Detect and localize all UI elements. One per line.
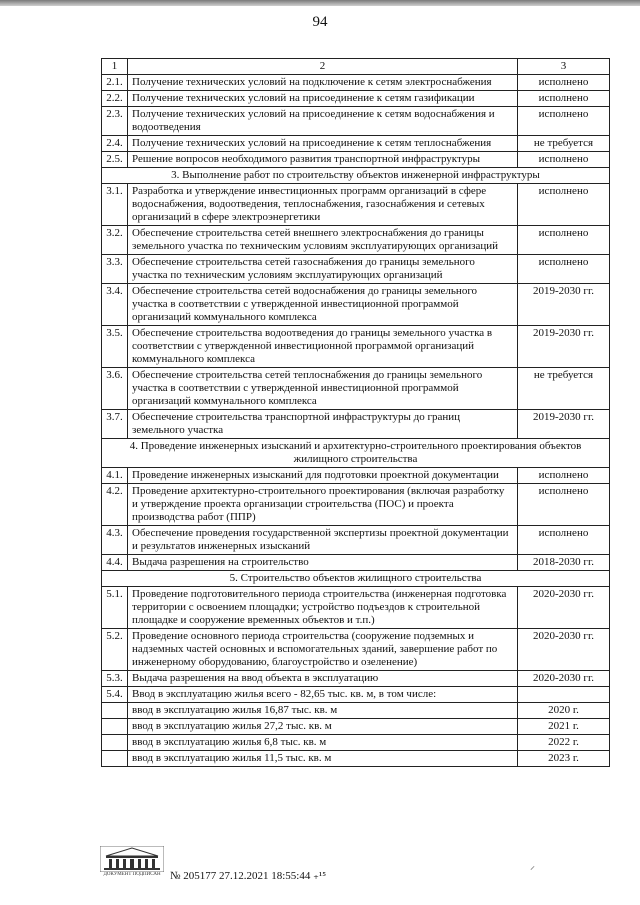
row-status: исполнено <box>518 107 610 136</box>
table-row <box>102 410 610 439</box>
row-status: 2020 г. <box>518 703 610 719</box>
row-description: Обеспечение строительства сетей внешнего электроснабжения до границы земельного участка по техническим условиям эксплуатирующих организаций <box>128 226 518 255</box>
page-number: 94 <box>312 14 328 30</box>
row-number: 3.6. <box>102 368 128 410</box>
table-row <box>102 136 610 152</box>
row-number: 4.4. <box>102 555 128 571</box>
table-row <box>102 587 610 629</box>
row-description: Получение технических условий на присоединение к сетям газификации <box>128 91 518 107</box>
row-status: исполнено <box>518 152 610 168</box>
table-row <box>102 468 610 484</box>
row-description: Обеспечение строительства транспортной инфраструктуры до границ земельного участка <box>128 410 518 439</box>
sub-item-row <box>102 703 610 719</box>
row-number: 3.1. <box>102 184 128 226</box>
row-description: ввод в эксплуатацию жилья 6,8 тыс. кв. м <box>128 735 518 751</box>
row-number: 5.4. <box>102 687 128 703</box>
row-description: Ввод в эксплуатацию жилья всего - 82,65 тыс. кв. м, в том числе: <box>128 687 518 703</box>
row-number: 3.4. <box>102 284 128 326</box>
section-title: 5. Строительство объектов жилищного строительства <box>102 571 610 587</box>
section-header-row <box>102 571 610 587</box>
row-description: Обеспечение строительства водоотведения до границы земельного участка в соответствии с утвержденной инвестиционной программой организаций коммунального комплекса <box>128 326 518 368</box>
margin-mark: ⸝ <box>530 861 535 872</box>
row-status: 2023 г. <box>518 751 610 767</box>
row-description: Проведение инженерных изысканий для подготовки проектной документации <box>128 468 518 484</box>
row-description: Обеспечение строительства сетей водоснабжения до границы земельного участка в соответствии с утвержденной инвестиционной программой организаций коммунального комплекса <box>128 284 518 326</box>
table-header-row <box>102 59 610 75</box>
table-row <box>102 629 610 671</box>
row-status: исполнено <box>518 468 610 484</box>
row-description: ввод в эксплуатацию жилья 11,5 тыс. кв. м <box>128 751 518 767</box>
row-number: 5.1. <box>102 587 128 629</box>
row-status: 2022 г. <box>518 735 610 751</box>
row-number: 5.3. <box>102 671 128 687</box>
header-col-status: 3 <box>518 59 610 75</box>
table-row <box>102 184 610 226</box>
row-description: Получение технических условий на присоединение к сетям водоснабжения и водоотведения <box>128 107 518 136</box>
table-row <box>102 91 610 107</box>
row-number: 3.7. <box>102 410 128 439</box>
header-col-description: 2 <box>128 59 518 75</box>
building-logo-icon <box>100 846 164 872</box>
row-description: Получение технических условий на подключение к сетям электроснабжения <box>128 75 518 91</box>
table-row <box>102 484 610 526</box>
scan-top-edge <box>0 0 640 6</box>
row-number: 4.3. <box>102 526 128 555</box>
row-status: 2021 г. <box>518 719 610 735</box>
row-status: 2019-2030 гг. <box>518 284 610 326</box>
section-title: 3. Выполнение работ по строительству объектов инженерной инфраструктуры <box>102 168 610 184</box>
row-number <box>102 703 128 719</box>
row-status: 2019-2030 гг. <box>518 410 610 439</box>
sub-item-row <box>102 751 610 767</box>
table-row <box>102 284 610 326</box>
row-status: исполнено <box>518 255 610 284</box>
row-description: ввод в эксплуатацию жилья 27,2 тыс. кв. м <box>128 719 518 735</box>
section-header-row <box>102 439 610 468</box>
schedule-table <box>101 58 610 767</box>
table-row <box>102 107 610 136</box>
sub-item-row <box>102 735 610 751</box>
schedule-table-body <box>102 59 610 767</box>
sub-item-row <box>102 719 610 735</box>
table-row <box>102 687 610 703</box>
row-status: 2020-2030 гг. <box>518 587 610 629</box>
row-description: Решение вопросов необходимого развития транспортной инфраструктуры <box>128 152 518 168</box>
row-number: 3.2. <box>102 226 128 255</box>
row-status: 2018-2030 гг. <box>518 555 610 571</box>
row-number: 2.3. <box>102 107 128 136</box>
section-title: 4. Проведение инженерных изысканий и архитектурно-строительного проектирования объектов жилищного строительства <box>102 439 610 468</box>
row-number <box>102 719 128 735</box>
row-status: 2020-2030 гг. <box>518 671 610 687</box>
row-status: исполнено <box>518 91 610 107</box>
table-row <box>102 75 610 91</box>
table-row <box>102 152 610 168</box>
row-status: исполнено <box>518 526 610 555</box>
row-description: Обеспечение строительства сетей теплоснабжения до границы земельного участка в соответствии с утвержденной инвестиционной программой организаций коммунального комплекса <box>128 368 518 410</box>
row-status: исполнено <box>518 75 610 91</box>
row-status: исполнено <box>518 226 610 255</box>
row-description: Проведение основного периода строительства (сооружение подземных и надземных частей основных и вспомогательных зданий, завершение работ по инженерному оборудованию, благоустройство и озеленение) <box>128 629 518 671</box>
table-row <box>102 226 610 255</box>
row-status: не требуется <box>518 136 610 152</box>
row-number: 4.1. <box>102 468 128 484</box>
row-description: Проведение архитектурно-строительного проектирования (включая разработку и утверждение проекта организации строительства (ПОС) и проекта производства работ (ППР) <box>128 484 518 526</box>
row-status: 2020-2030 гг. <box>518 629 610 671</box>
row-number: 3.5. <box>102 326 128 368</box>
row-number: 5.2. <box>102 629 128 671</box>
table-row <box>102 555 610 571</box>
row-description: Разработка и утверждение инвестиционных программ организаций в сфере водоснабжения, водоотведения, теплоснабжения, газоснабжения и сетевых организаций в сфере электроэнергетики <box>128 184 518 226</box>
table-row <box>102 255 610 284</box>
section-header-row <box>102 168 610 184</box>
document-footer <box>100 846 520 886</box>
row-status <box>518 687 610 703</box>
row-number <box>102 751 128 767</box>
row-number: 2.2. <box>102 91 128 107</box>
row-description: Обеспечение строительства сетей газоснабжения до границы земельного участка по техническим условиям эксплуатирующих организаций <box>128 255 518 284</box>
row-status: 2019-2030 гг. <box>518 326 610 368</box>
table-row <box>102 326 610 368</box>
row-description: Проведение подготовительного периода строительства (инженерная подготовка территории с освоением площадки; устройство подъездов к строительной площадке и сооружение временных объектов и т.п.) <box>128 587 518 629</box>
row-number <box>102 735 128 751</box>
row-number: 2.1. <box>102 75 128 91</box>
row-status: исполнено <box>518 484 610 526</box>
table-row <box>102 671 610 687</box>
row-number: 4.2. <box>102 484 128 526</box>
row-number: 3.3. <box>102 255 128 284</box>
row-status: исполнено <box>518 184 610 226</box>
row-number: 2.5. <box>102 152 128 168</box>
logo-caption: ДОКУМЕНТ ПОДПИСАН <box>103 872 161 877</box>
table-row <box>102 368 610 410</box>
row-description: ввод в эксплуатацию жилья 16,87 тыс. кв. м <box>128 703 518 719</box>
row-description: Обеспечение проведения государственной экспертизы проектной документации и результатов инженерных изысканий <box>128 526 518 555</box>
row-description: Получение технических условий на присоединение к сетям теплоснабжения <box>128 136 518 152</box>
registration-stamp: № 205177 27.12.2021 18:55:44 ₊¹⁵ <box>170 870 327 882</box>
row-description: Выдача разрешения на ввод объекта в эксплуатацию <box>128 671 518 687</box>
row-number: 2.4. <box>102 136 128 152</box>
row-status: не требуется <box>518 368 610 410</box>
table-row <box>102 526 610 555</box>
header-col-number: 1 <box>102 59 128 75</box>
row-description: Выдача разрешения на строительство <box>128 555 518 571</box>
